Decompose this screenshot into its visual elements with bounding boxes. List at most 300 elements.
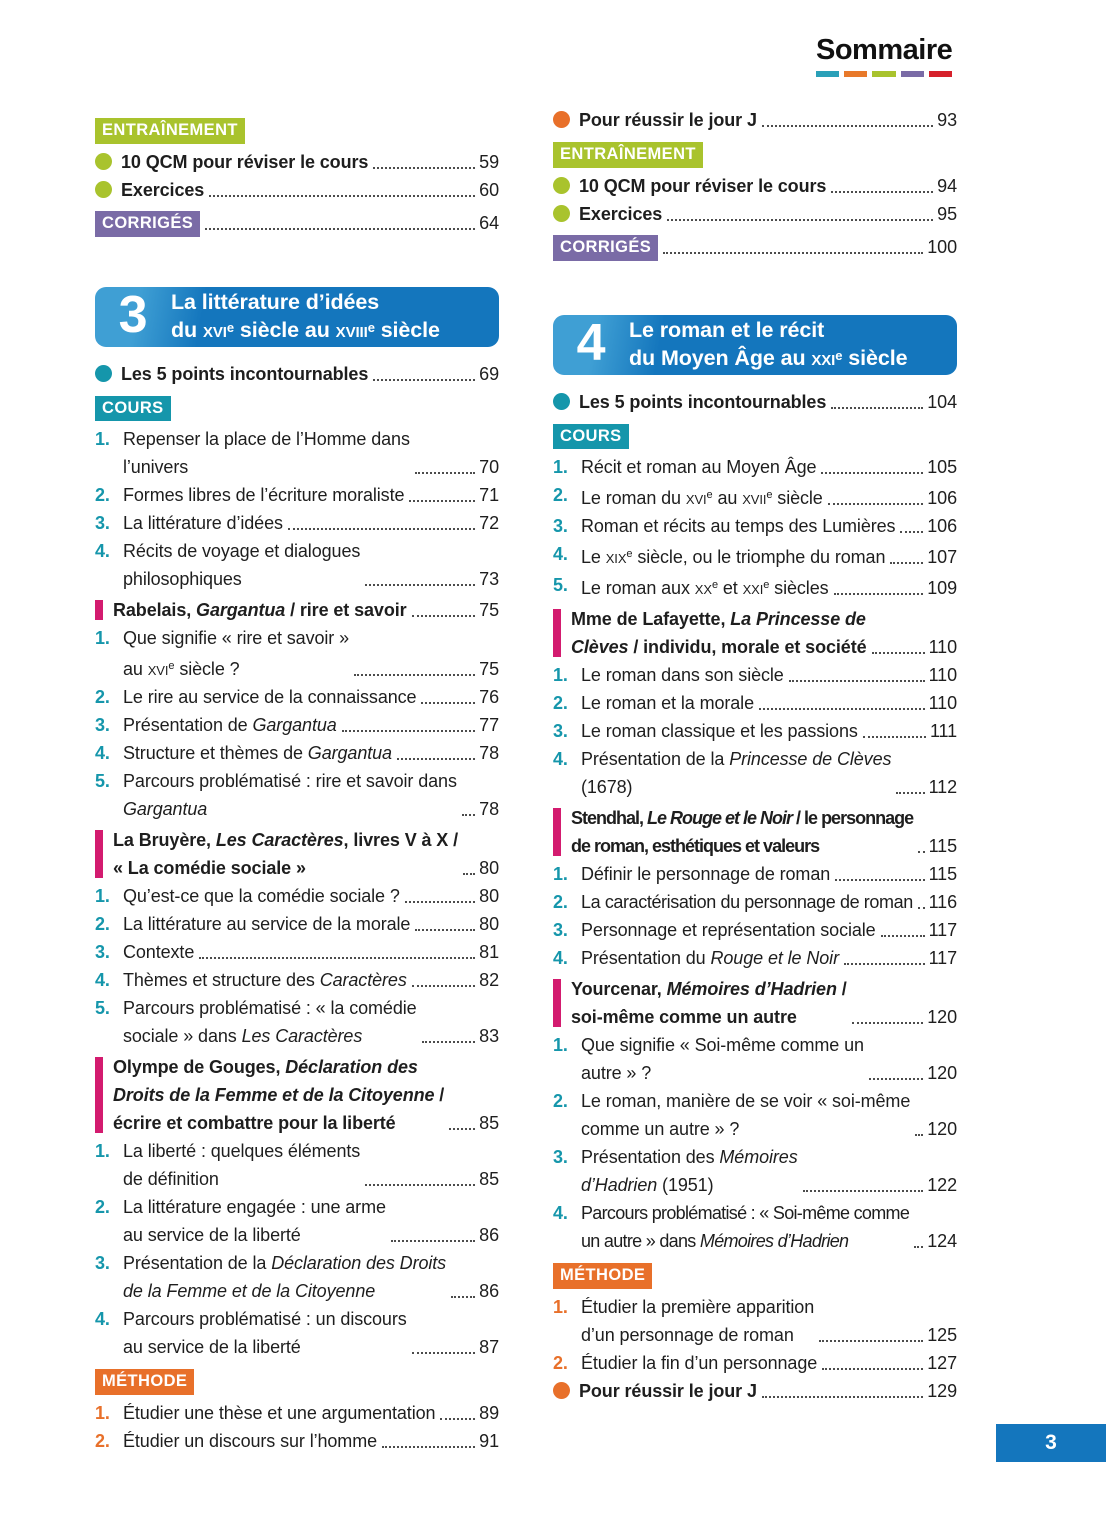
toc-entry: [95, 711, 499, 739]
entry-page-number: 82: [479, 970, 499, 990]
section-badge: COURS: [95, 396, 171, 422]
text-segment: de définition: [123, 1169, 219, 1189]
text-segment: Caractères: [319, 970, 407, 990]
text-segment: / individu, morale et société: [628, 637, 867, 657]
entry-text: [123, 1193, 386, 1249]
entry-page-number: 111: [929, 721, 957, 741]
entry-page-number: 107: [927, 547, 957, 567]
entry-text: [123, 509, 283, 537]
entry-number: 2.: [95, 687, 110, 707]
toc-entry: [95, 481, 499, 509]
work-marker-bar: [553, 979, 561, 1027]
dot-leader: [397, 758, 475, 760]
dot-leader: [373, 379, 475, 381]
dot-leader: [789, 680, 925, 682]
entry-page-number: 78: [479, 799, 499, 819]
dot-leader: [382, 1446, 475, 1448]
text-segment: siècles: [769, 578, 829, 598]
entry-text: [581, 944, 839, 972]
entry-page-number: 91: [479, 1430, 499, 1451]
toc-entry: [553, 106, 957, 134]
entry-text: [123, 938, 194, 966]
text-segment: e: [706, 489, 713, 501]
text-segment: Exercices: [121, 179, 205, 200]
entry-text: [579, 200, 662, 228]
entry-number: 4.: [553, 1203, 568, 1223]
entry-text: [123, 1427, 377, 1455]
bullet-icon: [553, 393, 570, 410]
dot-leader: [415, 929, 475, 931]
text-segment: Rouge et le Noir: [710, 948, 839, 968]
entry-text: [123, 711, 337, 739]
section-badge: ENTRAÎNEMENT: [95, 118, 245, 144]
entry-page-number: 124: [927, 1231, 957, 1251]
entry-page-number: 120: [927, 1007, 957, 1027]
text-segment: au: [712, 488, 743, 508]
entry-text: [571, 804, 913, 860]
page-title: Sommaire: [816, 34, 953, 66]
entry-text: [581, 1087, 910, 1143]
entry-number: 1.: [95, 886, 110, 906]
spacer: [553, 265, 957, 315]
entry-page-number: 95: [937, 203, 957, 224]
text-segment: xx: [694, 578, 712, 598]
text-segment: Récits de voyage et dialogues: [123, 541, 361, 561]
entry-number: 3.: [553, 1147, 568, 1167]
text-segment: Droits de la Femme et de la Citoyenne: [113, 1085, 435, 1105]
text-segment: de la Femme et de la Citoyenne: [123, 1281, 376, 1301]
section-badge-line: [95, 1366, 499, 1395]
entry-page-number: 109: [927, 578, 957, 598]
toc-entry: [553, 172, 957, 200]
toc-entry-work: [553, 605, 957, 661]
text-segment: Récit et roman au Moyen Âge: [581, 457, 817, 477]
text-segment: e: [168, 660, 175, 672]
entry-text: [123, 425, 410, 481]
section-badge: COURS: [553, 424, 629, 450]
entry-text: [571, 975, 847, 1031]
dot-leader: [896, 792, 924, 794]
text-segment: /: [434, 1085, 445, 1105]
toc-entry-work: [95, 1053, 499, 1137]
entry-text: [581, 1143, 798, 1199]
underline-segment: [844, 71, 867, 77]
toc-entry: [553, 1349, 957, 1377]
text-segment: (1678): [581, 777, 633, 797]
entry-page-number: 64: [479, 212, 499, 233]
entry-text: [579, 1377, 757, 1405]
text-segment: xvii: [742, 488, 767, 508]
text-segment: Le Rouge et le Noir: [647, 808, 793, 828]
work-marker-bar: [553, 609, 561, 657]
entry-number: 3.: [553, 516, 568, 536]
section-badge: CORRIGÉS: [95, 211, 200, 237]
entry-number: 3.: [95, 513, 110, 533]
dot-leader: [819, 1340, 923, 1342]
entry-page-number: 76: [479, 687, 499, 707]
toc-entry: [553, 540, 957, 571]
bullet-icon: [95, 181, 112, 198]
text-segment: Le roman aux: [581, 578, 695, 598]
entry-page-number: 85: [479, 1169, 499, 1189]
text-segment: siècle au: [233, 317, 336, 342]
dot-leader: [412, 985, 475, 987]
underline-segment: [816, 71, 839, 77]
section-badge: MÉTHODE: [95, 1369, 194, 1395]
text-segment: , livres V à X /: [343, 830, 459, 850]
text-segment: soi-même comme un autre: [571, 1007, 797, 1027]
toc-entry: [553, 916, 957, 944]
entry-number: 3.: [95, 942, 110, 962]
entry-text: [123, 481, 404, 509]
text-segment: Roman et récits au temps des Lumières: [581, 516, 896, 536]
entry-number: 3.: [95, 1253, 110, 1273]
chapter-number: 3: [118, 285, 148, 344]
dot-leader: [421, 702, 475, 704]
dot-leader: [365, 584, 475, 586]
entry-number: 4.: [553, 948, 568, 968]
text-segment: d’Hadrien: [581, 1175, 658, 1195]
toc-entry: [553, 1087, 957, 1143]
entry-number: 1.: [95, 1402, 110, 1423]
bullet-icon: [553, 111, 570, 128]
entry-page-number: 78: [479, 743, 499, 763]
entry-page-number: 89: [479, 1402, 499, 1423]
entry-number: 1.: [95, 628, 110, 648]
text-segment: Le roman dans son siècle: [581, 665, 784, 685]
toc-entry: [95, 360, 499, 388]
text-segment: Parcours problématisé : un discours: [123, 1309, 407, 1329]
chapter-banner: [553, 315, 957, 375]
entry-number: 2.: [553, 1352, 568, 1373]
entry-text: [123, 1249, 446, 1305]
toc-entry: [553, 717, 957, 745]
dot-leader: [342, 730, 476, 732]
bullet-icon: [553, 1382, 570, 1399]
text-segment: /: [836, 979, 847, 999]
entry-number: 2.: [95, 914, 110, 934]
dot-leader: [209, 195, 475, 197]
entry-page-number: 80: [479, 914, 499, 934]
entry-page-number: 87: [479, 1337, 499, 1357]
chapter-title-line: [629, 318, 907, 343]
page-header: [816, 34, 952, 77]
toc-column-left: [95, 110, 499, 1455]
text-segment: / le personnage: [792, 808, 914, 828]
text-segment: La littérature au service de la morale: [123, 914, 411, 934]
toc-entry: [95, 1427, 499, 1455]
text-segment: et: [717, 578, 743, 598]
entry-page-number: 80: [479, 886, 499, 906]
text-segment: Olympe de Gouges,: [113, 1057, 286, 1077]
bullet-icon: [553, 177, 570, 194]
toc-entry: [95, 910, 499, 938]
chapter-banner: [95, 287, 499, 347]
text-segment: Présentation de la: [581, 749, 730, 769]
text-segment: Le roman du: [581, 488, 686, 508]
text-segment: Définir le personnage de roman: [581, 864, 831, 884]
chapter-title: [629, 315, 907, 375]
text-segment: philosophiques: [123, 569, 242, 589]
toc-entry: [553, 689, 957, 717]
text-segment: La littérature engagée : une arme: [123, 1197, 386, 1217]
text-segment: La littérature d’idées: [123, 513, 283, 533]
work-marker-bar: [553, 808, 561, 856]
entry-text: [113, 1053, 444, 1137]
entry-number: 2.: [553, 1091, 568, 1111]
dot-leader: [863, 736, 926, 738]
entry-text: [123, 767, 457, 823]
text-segment: d’un personnage de roman: [581, 1324, 794, 1345]
chapter-title-line: [629, 343, 907, 371]
text-segment: du Moyen Âge au: [629, 345, 812, 370]
dot-leader: [834, 593, 924, 595]
entry-text: [123, 624, 349, 683]
toc-entry: [95, 739, 499, 767]
entry-number: 2.: [553, 693, 568, 713]
dot-leader: [869, 1078, 923, 1080]
toc-column-right: [553, 106, 957, 1405]
toc-entry: [553, 233, 957, 261]
entry-page-number: 125: [927, 1324, 957, 1345]
text-segment: Gargantua: [307, 743, 392, 763]
dot-leader: [918, 851, 925, 853]
text-segment: Présentation du: [581, 948, 711, 968]
text-segment: Parcours problématisé : « la comédie: [123, 998, 417, 1018]
section-badge-line: [553, 1260, 957, 1289]
text-segment: Mémoires d’Hadrien: [699, 1231, 849, 1251]
entry-text: [113, 826, 458, 882]
toc-entry: [553, 888, 957, 916]
chapter-title-line: [171, 315, 440, 343]
text-segment: La caractérisation du personnage de roman: [581, 892, 913, 912]
text-segment: comme un autre » ?: [581, 1119, 740, 1139]
toc-entry: [95, 425, 499, 481]
entry-page-number: 71: [479, 485, 499, 505]
toc-entry: [553, 661, 957, 689]
entry-number: 2.: [553, 892, 568, 912]
entry-text: [123, 739, 392, 767]
entry-page-number: 83: [479, 1026, 499, 1046]
dot-leader: [422, 1041, 476, 1043]
toc-entry: [95, 994, 499, 1050]
text-segment: Gargantua: [123, 799, 208, 819]
text-segment: 10 QCM pour réviser le cours: [579, 175, 827, 196]
text-segment: Rabelais,: [113, 600, 197, 620]
toc-entry-work: [95, 826, 499, 882]
text-segment: du: [171, 317, 203, 342]
entry-text: [123, 910, 410, 938]
text-segment: (1951): [657, 1175, 714, 1195]
text-segment: Parcours problématisé : « Soi-même comme: [581, 1203, 910, 1223]
text-segment: e: [763, 579, 770, 591]
text-segment: e: [626, 548, 633, 560]
entry-page-number: 93: [937, 110, 957, 130]
dot-leader: [821, 472, 923, 474]
entry-number: 2.: [95, 1430, 110, 1451]
text-segment: Structure et thèmes de: [123, 743, 308, 763]
dot-leader: [803, 1190, 924, 1192]
text-segment: siècle: [374, 317, 440, 342]
text-segment: Princesse de Clèves: [729, 749, 892, 769]
text-segment: xvi: [202, 317, 227, 342]
entry-page-number: 85: [479, 1113, 499, 1133]
entry-text: [581, 661, 784, 689]
text-segment: Pour réussir le jour J: [579, 110, 757, 130]
toc-entry: [95, 1193, 499, 1249]
entry-page-number: 115: [928, 836, 957, 856]
text-segment: Stendhal,: [571, 808, 648, 828]
work-marker-bar: [95, 600, 103, 620]
entry-page-number: 105: [927, 457, 957, 477]
text-segment: Contexte: [123, 942, 195, 962]
toc-entry: [95, 966, 499, 994]
text-segment: Le roman et le récit: [629, 317, 825, 342]
text-segment: Le rire au service de la connaissance: [123, 687, 417, 707]
entry-number: 5.: [95, 771, 110, 791]
entry-page-number: 60: [479, 179, 499, 200]
entry-page-number: 120: [927, 1119, 957, 1139]
entry-number: 4.: [95, 970, 110, 990]
dot-leader: [915, 1134, 923, 1136]
toc-entry: [95, 537, 499, 593]
text-segment: Le roman et la morale: [581, 693, 754, 713]
text-segment: Gargantua: [252, 715, 337, 735]
entry-page-number: 100: [927, 236, 957, 257]
section-badge-line: [553, 421, 957, 450]
dot-leader: [412, 615, 476, 617]
section-badge: CORRIGÉS: [553, 235, 658, 261]
dot-leader: [900, 531, 923, 533]
entry-number: 2.: [95, 1197, 110, 1217]
text-segment: e: [766, 489, 773, 501]
dot-leader: [914, 1246, 923, 1248]
entry-text: [581, 916, 876, 944]
text-segment: Les Caractères: [241, 1026, 363, 1046]
text-segment: siècle: [842, 345, 908, 370]
toc-entry: [553, 1377, 957, 1405]
text-segment: / rire et savoir: [285, 600, 407, 620]
section-badge: ENTRAÎNEMENT: [553, 142, 703, 168]
entry-page-number: 86: [479, 1225, 499, 1245]
text-segment: xvi: [147, 659, 169, 679]
entry-page-number: 70: [479, 457, 499, 477]
entry-page-number: 86: [479, 1281, 499, 1301]
page-number-box: [996, 1424, 1106, 1462]
text-segment: au: [123, 659, 148, 679]
text-segment: Étudier la première apparition: [581, 1296, 815, 1317]
bullet-icon: [95, 153, 112, 170]
entry-number: 5.: [553, 575, 568, 595]
text-segment: Exercices: [579, 203, 663, 224]
dot-leader: [667, 219, 933, 221]
entry-text: [581, 689, 754, 717]
toc-entry: [95, 148, 499, 176]
entry-number: 5.: [95, 998, 110, 1018]
dot-leader: [409, 500, 475, 502]
chapter-title: [171, 287, 440, 347]
chapter-title-line: [171, 290, 440, 315]
toc-entry: [553, 1293, 957, 1349]
dot-leader: [835, 879, 924, 881]
text-segment: Mme de Lafayette,: [571, 609, 731, 629]
entry-page-number: 104: [927, 391, 957, 412]
entry-text: [121, 148, 368, 176]
work-marker-bar: [95, 830, 103, 878]
text-segment: La Bruyère,: [113, 830, 216, 850]
entry-page-number: 116: [928, 892, 957, 912]
toc-entry: [95, 1249, 499, 1305]
entry-page-number: 75: [479, 659, 499, 679]
entry-page-number: 127: [927, 1352, 957, 1373]
dot-leader: [881, 935, 925, 937]
toc-entry: [553, 481, 957, 512]
entry-text: [113, 596, 407, 624]
entry-page-number: 81: [479, 942, 499, 962]
text-segment: Que signifie « Soi-même comme un: [581, 1035, 864, 1055]
text-segment: Déclaration des Droits: [271, 1253, 447, 1273]
section-badge-line: [95, 393, 499, 422]
text-segment: Présentation de la: [123, 1253, 272, 1273]
dot-leader: [831, 191, 933, 193]
text-segment: La Princesse de: [730, 609, 866, 629]
text-segment: de roman, esthétiques et valeurs: [571, 836, 820, 856]
text-segment: Présentation des: [581, 1147, 720, 1167]
text-segment: Le roman, manière de se voir « soi-même: [581, 1091, 911, 1111]
spacer: [95, 241, 499, 287]
entry-page-number: 59: [479, 151, 499, 172]
dot-leader: [373, 167, 475, 169]
text-segment: Le: [581, 547, 606, 567]
text-segment: Mémoires: [719, 1147, 798, 1167]
entry-page-number: 80: [479, 858, 499, 878]
entry-number: 1.: [553, 1296, 568, 1317]
text-segment: au service de la liberté: [123, 1225, 301, 1245]
entry-page-number: 117: [928, 948, 957, 968]
text-segment: Étudier une thèse et une argumentation: [123, 1402, 436, 1423]
text-segment: Le roman classique et les passions: [581, 721, 858, 741]
toc-entry-work: [553, 804, 957, 860]
entry-number: 3.: [553, 920, 568, 940]
text-segment: xvi: [685, 488, 707, 508]
toc-entry-work: [553, 975, 957, 1031]
dot-leader: [462, 814, 475, 816]
dot-leader: [828, 503, 924, 505]
dot-leader: [415, 472, 475, 474]
entry-number: 2.: [553, 485, 568, 505]
toc-entry: [95, 176, 499, 204]
dot-leader: [451, 1296, 475, 1298]
dot-leader: [762, 125, 933, 127]
text-segment: Étudier la fin d’un personnage: [581, 1352, 818, 1373]
entry-text: [123, 994, 417, 1050]
text-segment: Pour réussir le jour J: [579, 1380, 757, 1401]
toc-entry: [95, 624, 499, 683]
toc-entry: [553, 1143, 957, 1199]
text-segment: Qu’est-ce que la comédie sociale ?: [123, 886, 400, 906]
text-segment: Déclaration des: [285, 1057, 418, 1077]
text-segment: au service de la liberté: [123, 1337, 301, 1357]
entry-text: [581, 888, 913, 916]
dot-leader: [762, 1396, 923, 1398]
dot-leader: [872, 652, 925, 654]
toc-entry: [553, 1031, 957, 1087]
entry-number: 2.: [95, 485, 110, 505]
dot-leader: [852, 1022, 924, 1024]
text-segment: Formes libres de l’écriture moraliste: [123, 485, 405, 505]
text-segment: e: [835, 347, 843, 363]
entry-page-number: 115: [928, 864, 957, 884]
